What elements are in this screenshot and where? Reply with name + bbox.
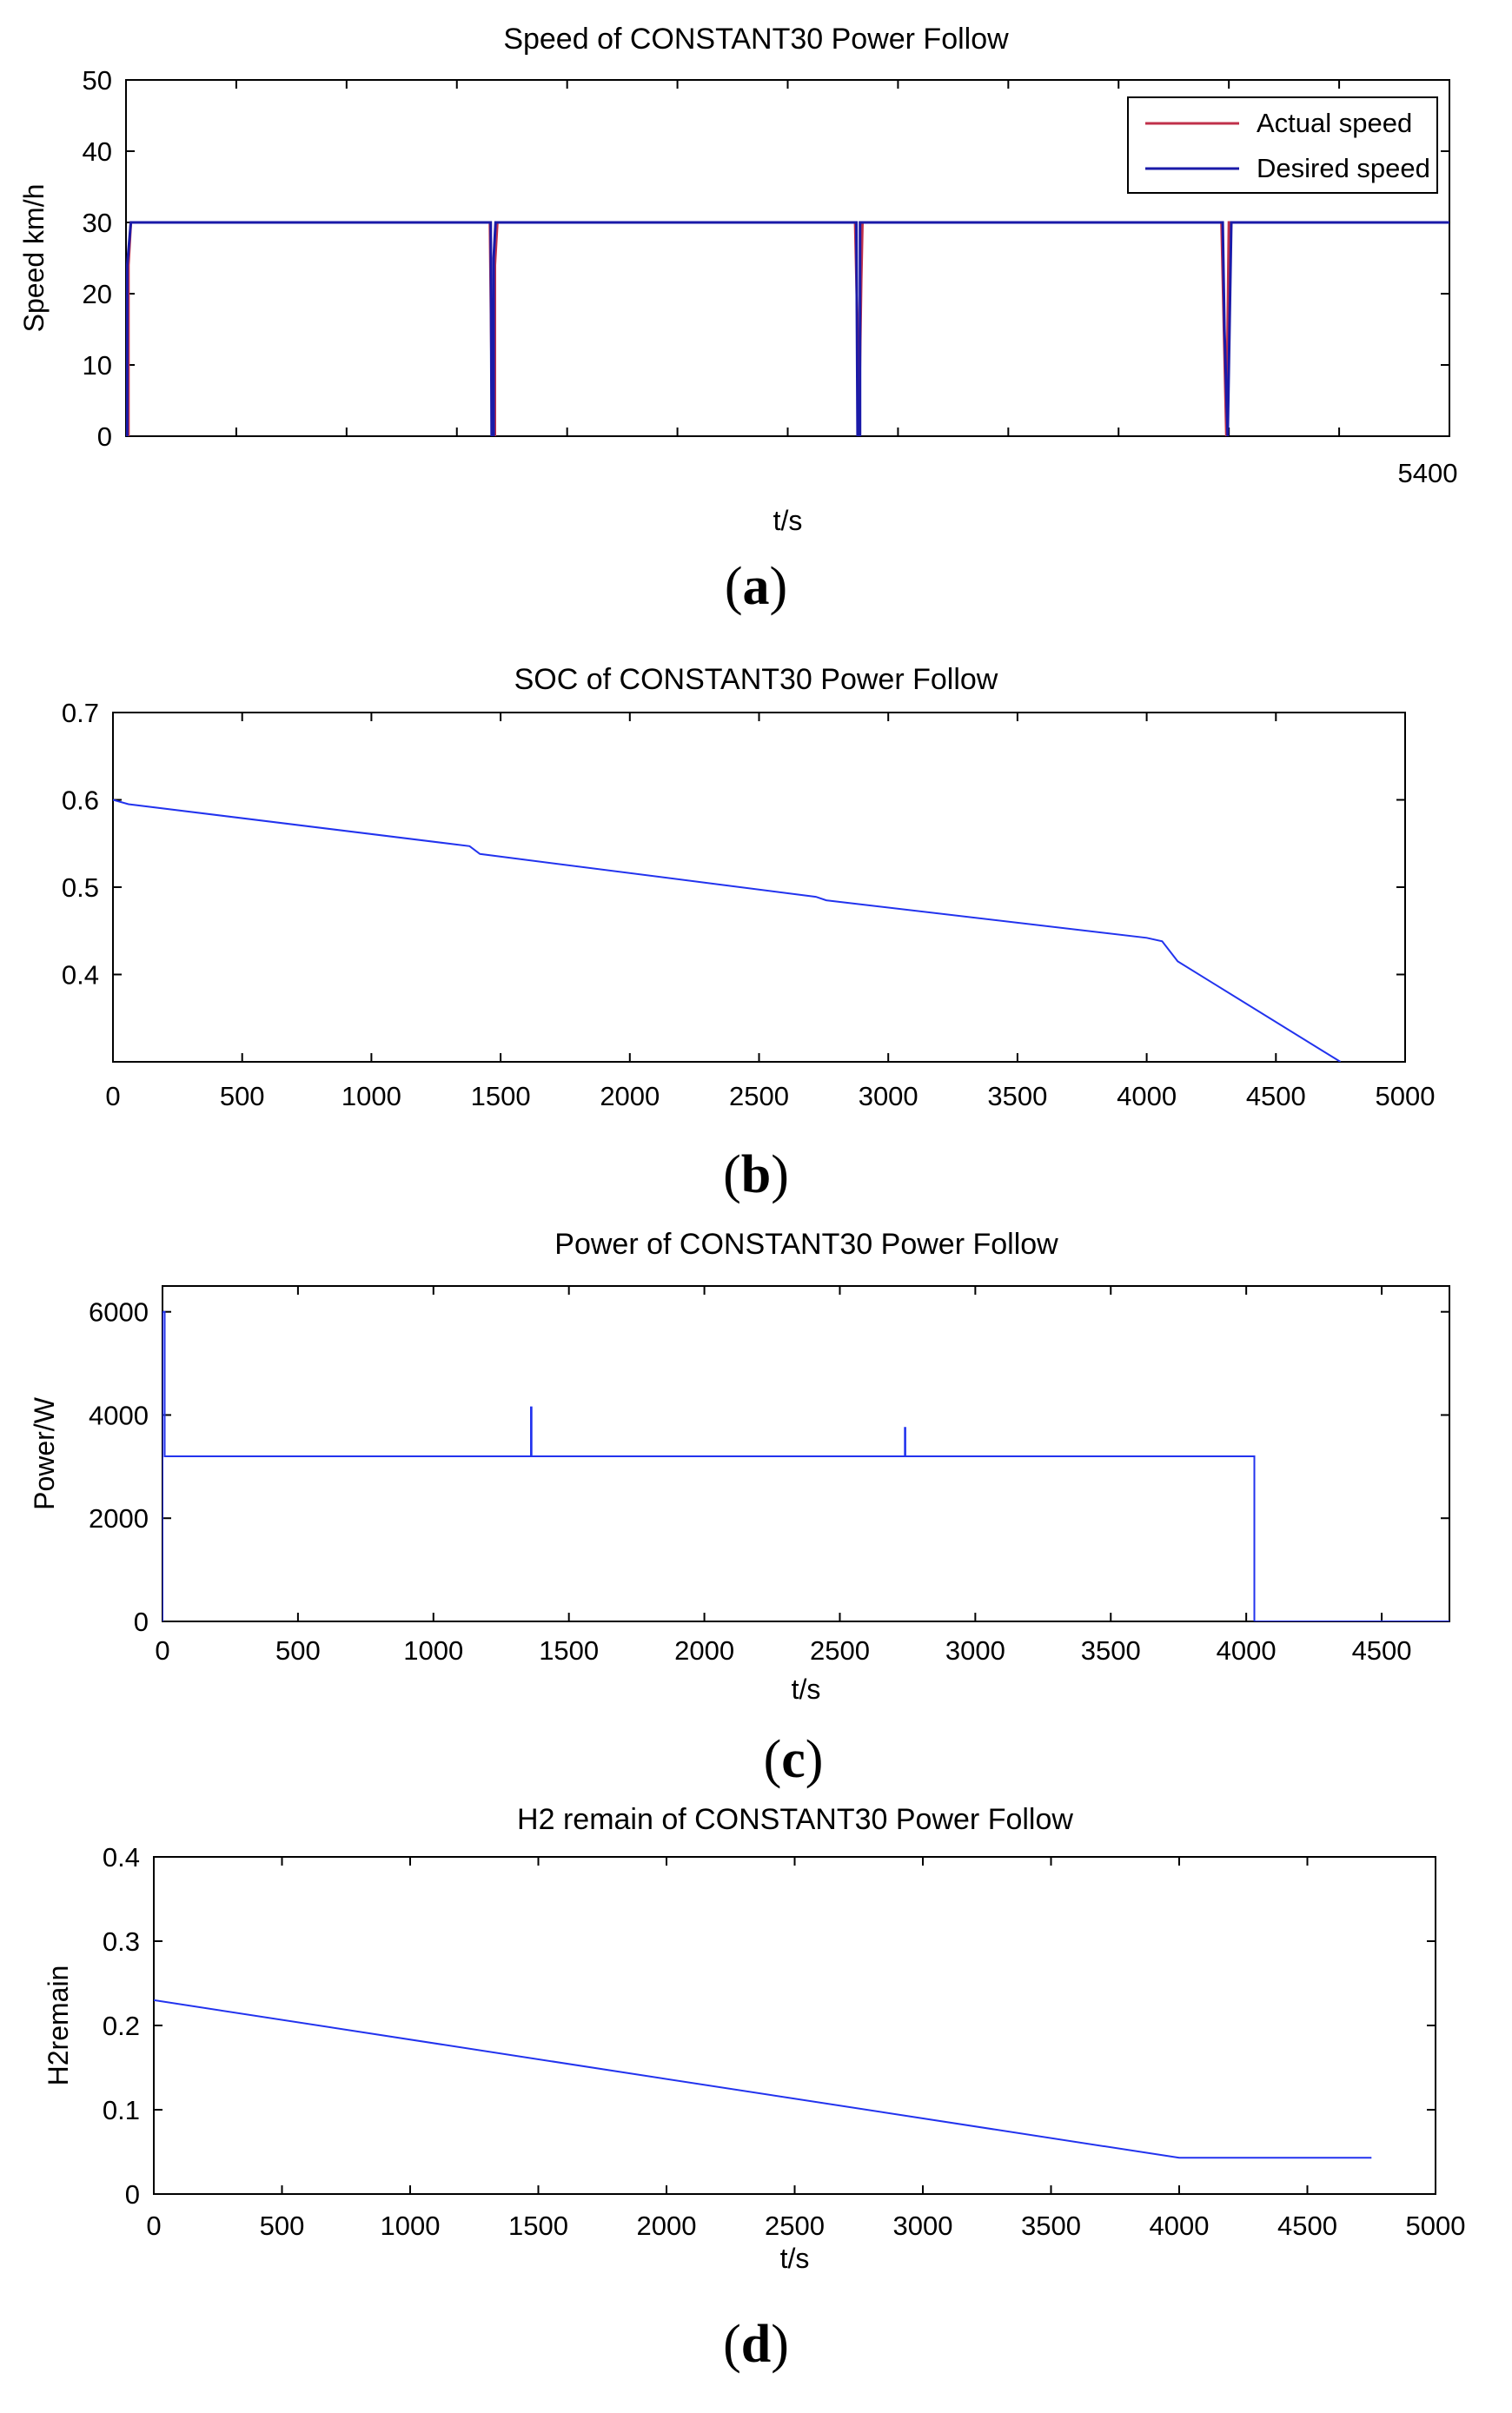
x-tick-label: 2000 bbox=[674, 1635, 735, 1666]
x-tick-label: 0 bbox=[105, 1081, 121, 1111]
x-axis-label: t/s bbox=[773, 505, 803, 536]
y-tick-label: 0.5 bbox=[61, 872, 99, 903]
plot-area-frame bbox=[154, 1857, 1436, 2194]
x-tick-label: 2000 bbox=[600, 1081, 660, 1111]
chart-title: Speed of CONSTANT30 Power Follow bbox=[503, 23, 1009, 56]
y-tick-label: 0.7 bbox=[61, 698, 99, 728]
x-tick-label: 4500 bbox=[1245, 1081, 1306, 1111]
chart-title: SOC of CONSTANT30 Power Follow bbox=[514, 663, 998, 696]
x-tick-label: 4000 bbox=[1149, 2211, 1210, 2241]
x-tick-label: 0 bbox=[146, 2211, 162, 2241]
series-line-1 bbox=[154, 2000, 1371, 2158]
y-tick-label: 0 bbox=[124, 2179, 140, 2210]
x-tick-label: 500 bbox=[275, 1635, 321, 1666]
x-tick-label: 1500 bbox=[470, 1081, 531, 1111]
y-tick-label: 0.6 bbox=[61, 785, 99, 816]
x-tick-label: 4000 bbox=[1117, 1081, 1177, 1111]
y-tick-label: 10 bbox=[82, 350, 112, 381]
y-tick-label: 40 bbox=[82, 136, 112, 167]
x-tick-label: 2500 bbox=[765, 2211, 825, 2241]
x-tick-label: 1500 bbox=[508, 2211, 568, 2241]
panel-letter: (b) bbox=[723, 1145, 789, 1204]
y-tick-label: 0.4 bbox=[102, 1842, 140, 1873]
x-tick-label: 1500 bbox=[539, 1635, 600, 1666]
y-tick-label: 50 bbox=[82, 65, 112, 96]
plot-area-frame bbox=[162, 1286, 1449, 1621]
x-tick-label: 2500 bbox=[729, 1081, 789, 1111]
y-tick-label: 0 bbox=[133, 1607, 149, 1637]
x-tick-label: 5000 bbox=[1375, 1081, 1436, 1111]
x-axis-label: t/s bbox=[791, 1674, 821, 1705]
panel-letter: (c) bbox=[763, 1730, 824, 1789]
x-tick-label: 4500 bbox=[1351, 1635, 1412, 1666]
x-tick-label: 2500 bbox=[809, 1635, 870, 1666]
panel-letter-text: b bbox=[740, 1145, 772, 1204]
y-tick-label: 0.2 bbox=[102, 2011, 140, 2041]
series-line-1 bbox=[162, 1312, 1449, 1621]
chart-panel-b bbox=[62, 663, 1436, 1204]
x-tick-label: 5400 bbox=[1397, 458, 1458, 488]
legend-entry: Actual speed bbox=[1257, 108, 1413, 138]
x-tick-label: 3000 bbox=[858, 1081, 918, 1111]
panel-letter: (a) bbox=[724, 557, 788, 616]
y-tick-label: 0.1 bbox=[102, 2095, 140, 2125]
panel-letter: (d) bbox=[723, 2315, 789, 2374]
x-tick-label: 3500 bbox=[1080, 1635, 1141, 1666]
y-axis-label: H2remain bbox=[43, 1965, 74, 2086]
y-tick-label: 6000 bbox=[89, 1296, 149, 1328]
y-tick-label: 4000 bbox=[89, 1400, 149, 1431]
x-tick-label: 3000 bbox=[945, 1635, 1005, 1666]
x-tick-label: 1000 bbox=[380, 2211, 441, 2241]
chart-panel-d bbox=[43, 1803, 1465, 2374]
chart-title: H2 remain of CONSTANT30 Power Follow bbox=[517, 1803, 1073, 1836]
x-tick-label: 0 bbox=[155, 1635, 170, 1666]
legend bbox=[1128, 97, 1437, 193]
plot-area-frame bbox=[113, 713, 1405, 1062]
series-line-actual-speed bbox=[126, 222, 1231, 436]
y-tick-label: 30 bbox=[82, 208, 112, 238]
panel-letter-text: c bbox=[781, 1730, 806, 1789]
legend-entry: Desired speed bbox=[1257, 153, 1430, 183]
x-tick-label: 1000 bbox=[341, 1081, 401, 1111]
chart-panel-c bbox=[29, 1228, 1449, 1789]
chart-panel-a bbox=[18, 23, 1457, 616]
x-axis-label: t/s bbox=[779, 2243, 810, 2274]
chart-title: Power of CONSTANT30 Power Follow bbox=[554, 1228, 1058, 1261]
series-line-desired-speed bbox=[126, 222, 1449, 436]
x-tick-label: 1000 bbox=[403, 1635, 464, 1666]
x-tick-label: 3000 bbox=[892, 2211, 953, 2241]
x-tick-label: 3500 bbox=[987, 1081, 1048, 1111]
panel-letter-text: a bbox=[742, 557, 770, 616]
y-tick-label: 0.3 bbox=[102, 1926, 140, 1957]
y-tick-label: 20 bbox=[82, 279, 112, 309]
panel-letter-text: d bbox=[740, 2315, 772, 2374]
series-line-1 bbox=[113, 800, 1341, 1063]
x-tick-label: 4000 bbox=[1216, 1635, 1277, 1666]
y-tick-label: 2000 bbox=[89, 1503, 149, 1535]
y-tick-label: 0.4 bbox=[61, 959, 99, 991]
y-tick-label: 0 bbox=[96, 421, 112, 452]
x-tick-label: 3500 bbox=[1021, 2211, 1081, 2241]
x-tick-label: 500 bbox=[259, 2211, 305, 2241]
x-tick-label: 500 bbox=[219, 1081, 265, 1111]
x-tick-label: 4500 bbox=[1277, 2211, 1337, 2241]
y-axis-label: Speed km/h bbox=[18, 183, 50, 333]
y-axis-label: Power/W bbox=[29, 1397, 60, 1510]
x-tick-label: 2000 bbox=[636, 2211, 697, 2241]
x-tick-label: 5000 bbox=[1405, 2211, 1466, 2241]
